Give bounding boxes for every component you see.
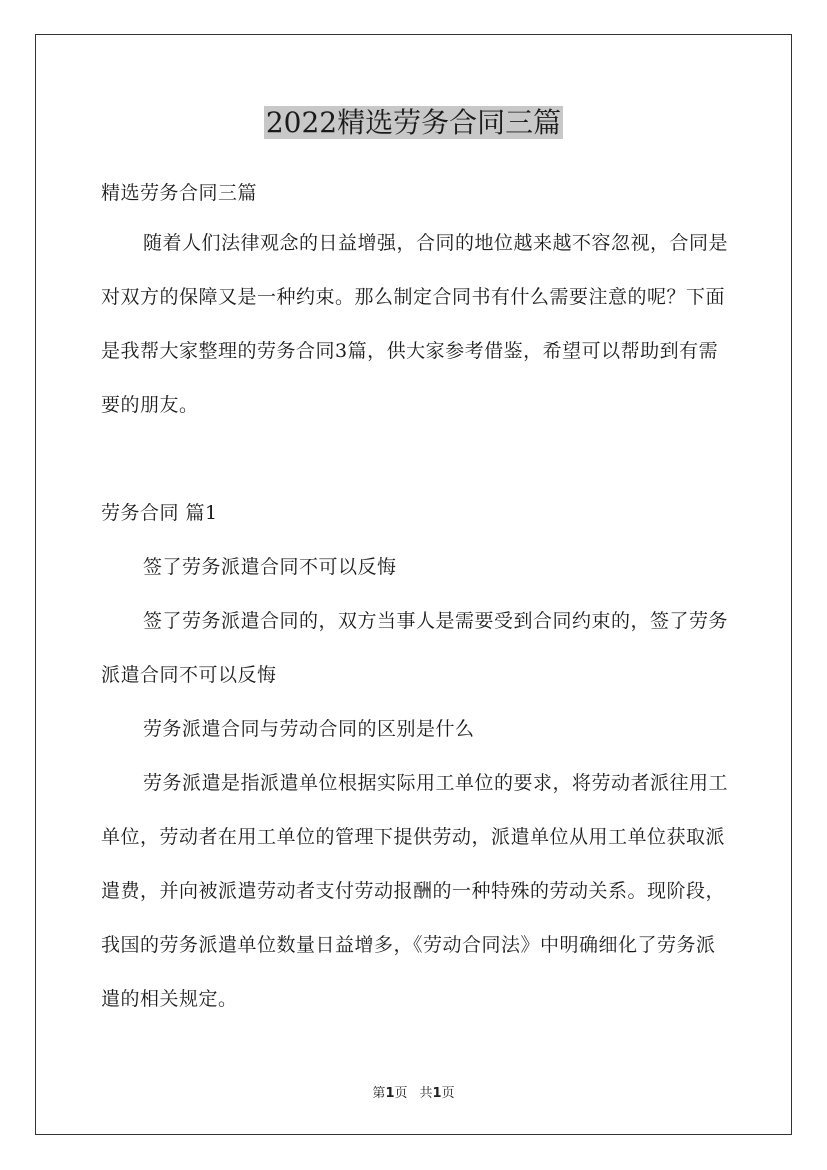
- document-body: [101, 170, 729, 1026]
- intro-paragraph: 随着人们法律观念的日益增强，合同的地位越来越不容忽视，合同是对双方的保障又是一种约束。那么制定合同书有什么需要注意的呢？下面是我帮大家整理的劳务合同3篇，供大家参考借鉴，希望可以帮助到有需要的朋友。: [101, 232, 729, 416]
- page-number: 1: [385, 1086, 395, 1101]
- paragraph-2: 签了劳务派遣合同的，双方当事人是需要受到合同约束的，签了劳务派遣合同不可以反悔: [101, 610, 729, 686]
- page-prefix: 第: [372, 1086, 386, 1101]
- document-subtitle: 精选劳务合同三篇: [101, 182, 258, 204]
- paragraph-spacer: [101, 432, 729, 486]
- total-pages: 1: [432, 1086, 442, 1101]
- paragraph-4: 劳务派遣是指派遣单位根据实际用工单位的要求，将劳动者派往用工单位，劳动者在用工单位的管理下提供劳动，派遣单位从用工单位获取派遣费，并向被派遣劳动者支付劳动报酬的一种特殊的劳动关系。现阶段，我国的劳务派遣单位数量日益增多，《劳动合同法》中明确细化了劳务派遣的相关规定。: [101, 772, 729, 1010]
- document-title: [0, 103, 827, 143]
- page-footer: [0, 1082, 827, 1101]
- page-suffix: 页: [394, 1086, 408, 1101]
- paragraph-3: 劳务派遣合同与劳动合同的区别是什么: [143, 718, 475, 740]
- total-prefix: 共: [419, 1086, 433, 1101]
- paragraph-1: 签了劳务派遣合同不可以反悔: [143, 556, 397, 578]
- total-suffix: 页: [441, 1086, 455, 1101]
- document-title-text: 2022精选劳务合同三篇: [265, 106, 562, 139]
- section-heading: 劳务合同 篇1: [101, 502, 218, 524]
